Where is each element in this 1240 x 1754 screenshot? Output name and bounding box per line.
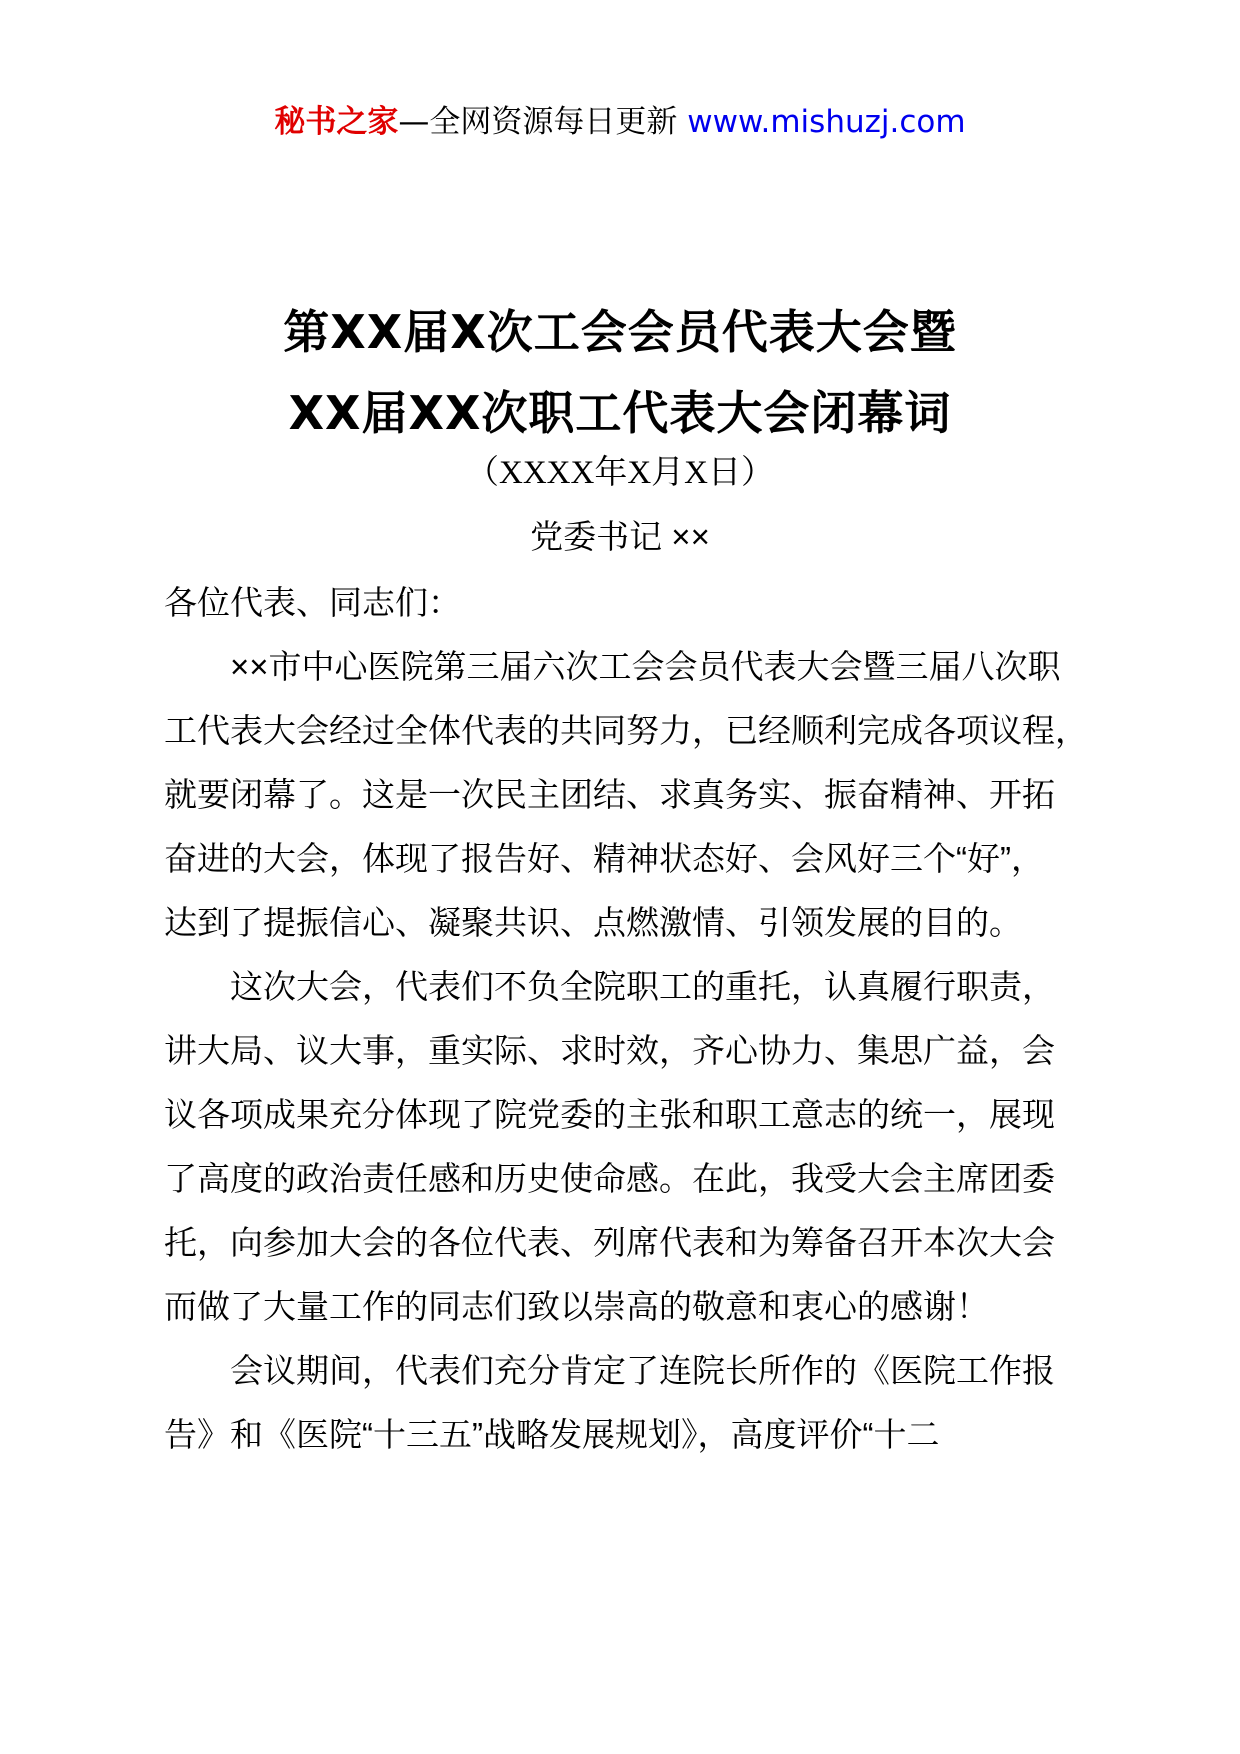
site-brand: 秘书之家 [274, 104, 399, 140]
paragraph-line: 讲大局、议大事，重实际、求时效，齐心协力、集思广益，会 [164, 1032, 1055, 1069]
paragraph-line: 告》和《医院“十三五”战略发展规划》，高度评价“十二 [164, 1416, 940, 1453]
paragraph-line: 了高度的政治责任感和历史使命感。在此，我受大会主席团委 [164, 1160, 1055, 1197]
paragraph-line: ××市中心医院第三届六次工会会员代表大会暨三届八次职 [230, 648, 1061, 685]
paragraph-line: 这次大会，代表们不负全院职工的重托，认真履行职责， [230, 968, 1055, 1005]
site-tagline: —全网资源每日更新 [398, 104, 688, 140]
paragraph-1 [164, 635, 1124, 955]
paragraph-line: 奋进的大会，体现了报告好、精神状态好、会风好三个“好”， [164, 840, 1044, 877]
paragraph-line: 达到了提振信心、凝聚共识、点燃激情、引领发展的目的。 [164, 904, 1022, 941]
document-author: 党委书记 ×× [530, 518, 710, 555]
paragraph-line: 会议期间，代表们充分肯定了连院长所作的《医院工作报 [230, 1352, 1055, 1389]
paragraph-line: 就要闭幕了。这是一次民主团结、求真务实、振奋精神、开拓 [164, 776, 1055, 813]
site-header [0, 102, 1240, 142]
document-title-line-2: XX届XX次职工代表大会闭幕词 [288, 386, 952, 440]
document-title-line-1: 第XX届X次工会会员代表大会暨 [283, 305, 957, 359]
site-url-link[interactable]: www.mishuzj.com [687, 104, 966, 140]
paragraph-line: 工代表大会经过全体代表的共同努力，已经顺利完成各项议程， [164, 712, 1088, 749]
salutation: 各位代表、同志们： [164, 584, 461, 621]
paragraph-3 [164, 1339, 1124, 1467]
document-body [164, 571, 1124, 1467]
paragraph-2 [164, 955, 1124, 1339]
paragraph-line: 而做了大量工作的同志们致以崇高的敬意和衷心的感谢！ [164, 1288, 989, 1325]
paragraph-line: 议各项成果充分体现了院党委的主张和职工意志的统一，展现 [164, 1096, 1055, 1133]
document-date: （XXXX年X月X日） [466, 455, 774, 491]
paragraph-line: 托，向参加大会的各位代表、列席代表和为筹备召开本次大会 [164, 1224, 1055, 1261]
